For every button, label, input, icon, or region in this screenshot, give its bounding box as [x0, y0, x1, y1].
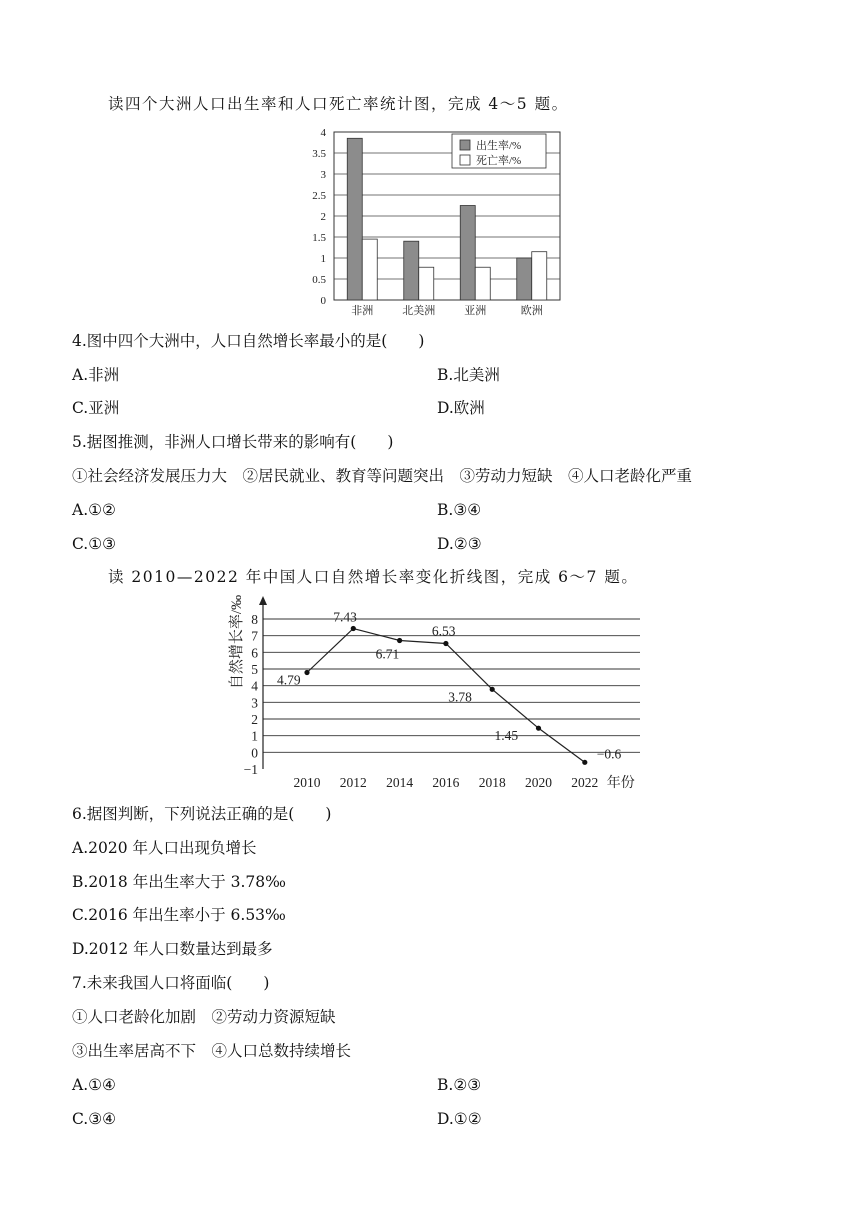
bar-legend-label: 死亡率/% [476, 155, 522, 167]
question-5-statements: ①社会经济发展压力大 ②居民就业、教育等问题突出 ③劳动力短缺 ④人口老龄化严重 [72, 467, 693, 485]
line-y-tick-label: 4 [251, 678, 258, 694]
q4-option-c[interactable]: C.亚洲 [72, 399, 120, 417]
q6-option-a[interactable]: A.2020 年人口出现负增长 [72, 839, 257, 857]
line-x-tick-label: 2022 [571, 775, 599, 790]
question-7-statements-2: ③出生率居高不下 ④人口总数持续增长 [72, 1042, 352, 1060]
bar-y-tick-label: 3 [320, 169, 326, 181]
intro-text-2: 读 2010—2022 年中国人口自然增长率变化折线图，完成 6～7 题。 [108, 568, 639, 586]
bar-mark [404, 241, 419, 300]
line-data-label: −0.6 [596, 746, 622, 762]
line-point [304, 670, 309, 675]
q7-option-c[interactable]: C.③④ [72, 1110, 117, 1128]
bar-y-tick-label: 2.5 [312, 190, 326, 202]
line-y-tick-label: 0 [251, 745, 258, 761]
bar-mark [347, 138, 362, 300]
bar-x-tick-label: 亚洲 [464, 305, 487, 317]
line-y-tick-label: 7 [251, 628, 258, 644]
bar-mark [419, 267, 434, 300]
bar-x-tick-label: 欧洲 [520, 305, 543, 317]
q6-option-b[interactable]: B.2018 年出生率大于 3.78‰ [72, 873, 286, 891]
line-data-label: 6.53 [431, 623, 456, 639]
q4-option-d[interactable]: D.欧洲 [437, 399, 485, 417]
q4-option-b[interactable]: B.北美洲 [437, 366, 500, 384]
line-x-tick-label: 2018 [478, 775, 506, 790]
bar-y-tick-label: 0.5 [312, 274, 326, 286]
bar-y-tick-label: 0 [320, 295, 326, 307]
line-x-tick-label: 2010 [293, 775, 321, 790]
line-y-tick-label: 5 [251, 662, 258, 677]
line-x-tick-label: 2016 [432, 775, 460, 790]
q4-option-a[interactable]: A.非洲 [72, 366, 120, 384]
line-data-label: 7.43 [333, 609, 357, 625]
q7-option-a[interactable]: A.①④ [72, 1076, 116, 1094]
bar-mark [475, 267, 490, 300]
line-data-label: 4.79 [277, 672, 301, 688]
line-series [307, 629, 585, 763]
q6-option-d[interactable]: D.2012 年人口数量达到最多 [72, 940, 273, 958]
q5-option-d[interactable]: D.②③ [437, 535, 482, 553]
q5-option-a[interactable]: A.①② [72, 501, 116, 519]
bar-legend-swatch [460, 140, 470, 150]
q7-option-b[interactable]: B.②③ [437, 1076, 482, 1094]
bar-mark [532, 252, 547, 300]
line-x-axis-title: 年份 [606, 776, 635, 791]
line-point [443, 641, 448, 646]
bar-y-tick-label: 4 [320, 127, 326, 139]
line-y-axis-arrow [259, 596, 267, 605]
line-point [490, 687, 495, 692]
line-y-tick-label: 8 [251, 612, 258, 627]
line-x-tick-label: 2014 [386, 775, 414, 790]
bar-x-tick-label: 非洲 [351, 305, 374, 317]
bar-mark [460, 206, 475, 301]
line-point [397, 638, 402, 643]
bar-legend-swatch [460, 155, 470, 165]
line-x-tick-label: 2020 [525, 775, 552, 790]
question-7-stem: 7.未来我国人口将面临( ) [72, 974, 270, 992]
line-x-tick-label: 2012 [339, 775, 367, 790]
line-y-tick-label: 1 [251, 728, 258, 744]
line-point [351, 626, 356, 631]
line-data-label: 3.78 [448, 689, 472, 705]
bar-legend-label: 出生率/% [476, 140, 522, 152]
line-y-tick-label: 3 [251, 695, 258, 711]
bar-x-tick-label: 北美洲 [402, 305, 436, 317]
q5-option-c[interactable]: C.①③ [72, 535, 117, 553]
line-data-label: 1.45 [494, 728, 519, 744]
line-data-label: 6.71 [375, 646, 400, 662]
question-7-statements-1: ①人口老龄化加剧 ②劳动力资源短缺 [72, 1008, 336, 1026]
intro-text-1: 读四个大洲人口出生率和人口死亡率统计图，完成 4～5 题。 [108, 95, 569, 113]
question-5-stem: 5.据图推测，非洲人口增长带来的影响有( ) [72, 433, 394, 451]
line-chart [215, 594, 645, 796]
bar-mark [362, 239, 377, 300]
line-point [536, 726, 541, 731]
line-y-tick-label: 6 [251, 645, 258, 661]
line-y-axis-title: 自然增长率/‰ [229, 594, 245, 690]
bar-y-tick-label: 3.5 [312, 148, 326, 160]
q6-option-c[interactable]: C.2016 年出生率小于 6.53‰ [72, 906, 286, 924]
line-point [582, 760, 587, 765]
question-4-stem: 4.图中四个大洲中，人口自然增长率最小的是( ) [72, 332, 425, 350]
question-6-stem: 6.据图判断，下列说法正确的是( ) [72, 805, 332, 823]
bar-y-tick-label: 2 [320, 211, 326, 223]
line-y-tick-label: −1 [243, 762, 258, 777]
line-y-tick-label: 2 [251, 712, 258, 727]
bar-mark [517, 258, 532, 300]
bar-y-tick-label: 1.5 [312, 232, 326, 244]
q7-option-d[interactable]: D.①② [437, 1110, 482, 1128]
bar-chart [300, 122, 570, 318]
bar-y-tick-label: 1 [320, 253, 326, 265]
q5-option-b[interactable]: B.③④ [437, 501, 482, 519]
